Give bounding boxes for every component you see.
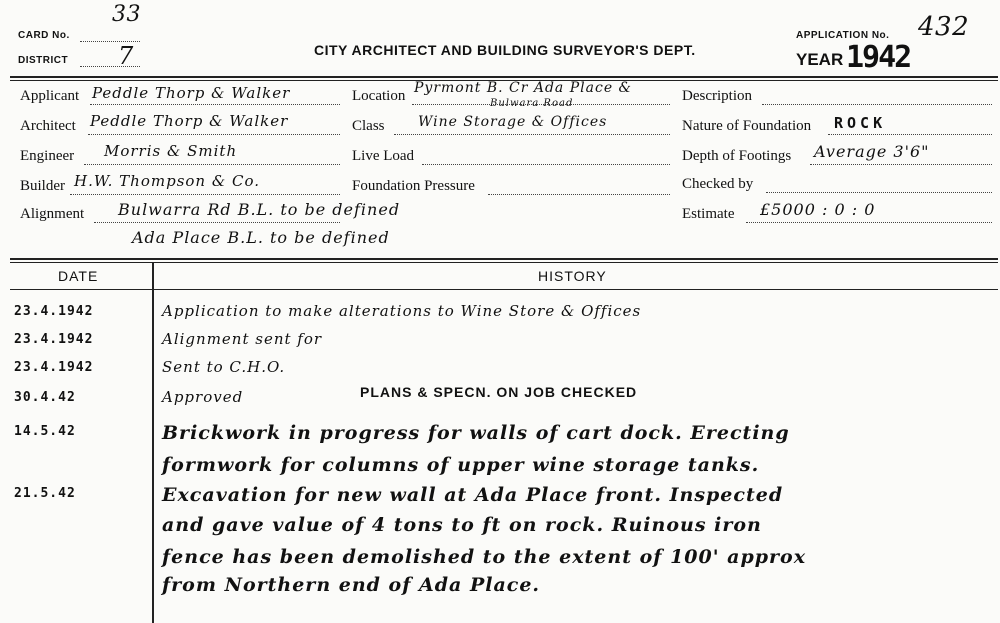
application-no-value: 432: [918, 12, 970, 42]
engineer-label: Engineer: [20, 148, 75, 164]
class-value: Wine Storage & Offices: [418, 114, 608, 130]
row-history-text: Application to make alterations to Wine Store & Offices: [162, 302, 642, 320]
date-column-header: DATE: [58, 268, 99, 284]
row-history-text: from Northern end of Ada Place.: [162, 574, 541, 596]
row-history-text: Sent to C.H.O.: [162, 358, 286, 376]
architect-value: Peddle Thorp & Walker: [90, 112, 289, 130]
row-history-text: Approved: [162, 388, 244, 406]
history-column-header: HISTORY: [538, 268, 607, 284]
row-history-text: formwork for columns of upper wine storage tanks.: [162, 454, 760, 476]
alignment-value-1: Bulwarra Rd B.L. to be defined: [118, 200, 401, 219]
nature-of-foundation-label: Nature of Foundation: [682, 118, 812, 134]
estimate-value: £5000 : 0 : 0: [760, 200, 876, 219]
depth-of-footings-value: Average 3'6": [814, 142, 930, 161]
alignment-label: Alignment: [20, 206, 85, 222]
district-label: DISTRICT: [18, 55, 69, 66]
row-history-text: Brickwork in progress for walls of cart dock. Erecting: [162, 422, 790, 444]
row-date: 23.4.1942: [14, 332, 94, 347]
row-history-text: Alignment sent for: [162, 330, 323, 348]
applicant-value: Peddle Thorp & Walker: [92, 84, 291, 102]
year-value: 1942: [846, 40, 911, 75]
location-label: Location: [352, 88, 406, 104]
row-date: 23.4.1942: [14, 360, 94, 375]
department-title: CITY ARCHITECT AND BUILDING SURVEYOR'S DEPT.: [314, 42, 696, 58]
description-label: Description: [682, 88, 752, 104]
row-date: 30.4.42: [14, 390, 76, 405]
year-label: YEAR: [796, 50, 844, 69]
row-history-text: Excavation for new wall at Ada Place front. Inspected: [162, 484, 784, 506]
foundation-pressure-label: Foundation Pressure: [352, 178, 475, 194]
location-value-1: Pyrmont B. Cr Ada Place &: [414, 80, 633, 96]
nature-of-foundation-value: ROCK: [834, 114, 887, 132]
checked-by-label: Checked by: [682, 176, 754, 192]
alignment-value-2: Ada Place B.L. to be defined: [132, 228, 390, 247]
card-no-value: 33: [112, 2, 141, 27]
plans-checked-stamp: PLANS & SPECN. ON JOB CHECKED: [360, 384, 638, 400]
estimate-label: Estimate: [682, 206, 735, 222]
row-date: 23.4.1942: [14, 304, 94, 319]
district-value: 7: [118, 42, 134, 70]
row-date: 14.5.42: [14, 424, 76, 439]
card-no-label: CARD No.: [18, 30, 70, 41]
class-label: Class: [352, 118, 385, 134]
applicant-label: Applicant: [20, 88, 80, 104]
depth-of-footings-label: Depth of Footings: [682, 148, 792, 164]
application-no-label: APPLICATION No.: [796, 30, 890, 41]
builder-value: H.W. Thompson & Co.: [74, 172, 260, 190]
live-load-label: Live Load: [352, 148, 415, 164]
location-value-2: Bulwara Road: [490, 98, 574, 109]
engineer-value: Morris & Smith: [104, 142, 238, 160]
row-history-text: and gave value of 4 tons to ft on rock. Ruinous iron: [162, 514, 762, 536]
row-history-text: fence has been demolished to the extent of 100' approx: [162, 546, 807, 568]
builder-label: Builder: [20, 178, 65, 194]
row-date: 21.5.42: [14, 486, 76, 501]
architect-label: Architect: [20, 118, 76, 134]
